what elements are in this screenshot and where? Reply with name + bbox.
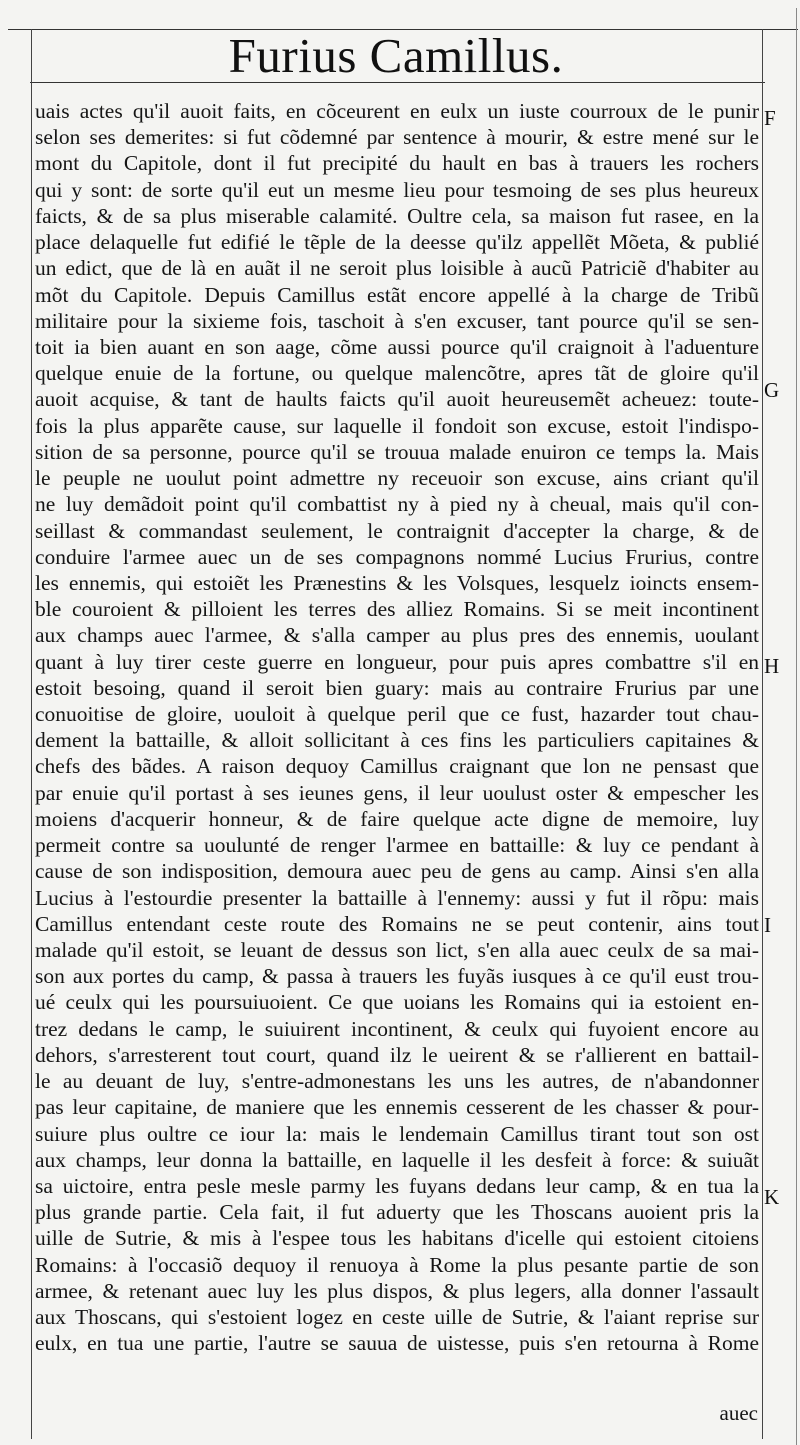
text-line: par enuie qu'il portast à ses ieunes gens, il leur uoulust oster & empescher les — [35, 780, 759, 805]
text-line: conuoitise de gloire, uouloit à quelque peril que ce fust, hazarder tout chau- — [35, 702, 759, 727]
text-line: seillast & commandast seulement, le contraignit d'accepter la charge, & de — [35, 518, 759, 543]
text-line: Lucius à l'estourdie presenter la battaille à l'ennemy: aussi y fut il rõpu: mais — [35, 885, 759, 910]
text-line: eulx, en tua une partie, l'autre se sauua de uistesse, puis s'en retourna à Rome — [35, 1331, 759, 1356]
marginal-letter-h: H — [764, 654, 780, 678]
text-line: auoit acquise, & tant de haults faicts qu'il auoit heureusemẽt acheuez: toute- — [35, 387, 759, 412]
text-line: toit ia bien auant en son aage, cõme aussi pource qu'il craignoit à l'aduenture — [35, 334, 759, 359]
text-line: quant à luy tirer ceste guerre en longueur, pour puis apres combattre s'il en — [35, 649, 759, 674]
text-line: suiure plus oultre ce iour la: mais le lendemain Camillus tirant tout son ost — [35, 1121, 759, 1146]
page-edge-rule — [796, 8, 797, 1445]
text-line: militaire pour la sixieme fois, taschoit à s'en excuser, tant pource qu'il se sen- — [35, 308, 759, 333]
text-line: chefs des bãdes. A raison dequoy Camillus craignant que lon ne pensast que — [35, 754, 759, 779]
text-line: dehors, s'arresterent tout court, quand ilz le ueirent & se r'allierent en battail- — [35, 1042, 759, 1067]
page-title: Furius Camillus. — [228, 28, 564, 83]
text-line: dement la battaille, & alloit sollicitant à ces fins les particuliers capitaines & — [35, 728, 759, 753]
catchword: auec — [719, 1401, 758, 1425]
text-line: mõt du Capitole. Depuis Camillus estãt encore appellé à la charge de Tribũ — [35, 282, 759, 307]
text-line: ne luy demãdoit point qu'il combattist ny à pied ny à cheual, mais qu'il con- — [35, 492, 759, 517]
text-line: sa uictoire, entra pesle mesle parmy les fuyans dedans leur camp, & en tua la — [35, 1173, 759, 1198]
marginal-letter-g: G — [764, 378, 780, 402]
text-line: uais actes qu'il auoit faits, en cõceurent en eulx un iuste courroux de le punir — [35, 99, 759, 123]
text-line: plus grande partie. Cela fait, il fut aduerty que les Thoscans auoient pris la — [35, 1200, 759, 1225]
text-line: aux champs, leur donna la battaille, en laquelle il les desfeit à force: & suiuãt — [35, 1147, 759, 1172]
text-line: les ennemis, qui estoiẽt les Prænestins & les Volsques, lesquelz ioincts ensem- — [35, 570, 759, 595]
text-line: Camillus entendant ceste route des Romains ne se peut contenir, ains tout — [35, 911, 759, 936]
text-line: estoit besoing, quand il seroit bien guary: mais au contraire Frurius par une — [35, 675, 759, 700]
text-line: un edict, que de là en auãt il ne seroit plus loisible à aucũ Patriciẽ d'habiter au — [35, 256, 759, 281]
text-line: moiens d'acquerir honneur, & de faire quelque acte digne de memoire, luy — [35, 806, 759, 831]
text-line: place delaquelle fut edifié le tẽple de la deesse qu'ilz appellẽt Mõeta, & publié — [35, 230, 759, 255]
text-line: faicts, & de sa plus miserable calamité. Oultre cela, sa maison fut rasee, en la — [35, 203, 759, 228]
text-line: son aux portes du camp, & passa à trauers les fuyãs iusques à ce qu'il eust trou- — [35, 964, 759, 989]
left-margin-rule — [31, 29, 32, 1439]
text-body — [35, 98, 759, 1357]
text-line: trez dedans le camp, le suiuirent incontinent, & ceulx qui fuyoient encore au — [35, 1016, 759, 1041]
text-line: sition de sa personne, pource qu'il se trouua malade enuiron ce temps la. Mais — [35, 439, 759, 464]
text-line: armee, & retenant auec luy les plus dispos, & plus legers, alla donner l'assault — [35, 1278, 759, 1303]
text-line: malade qu'il estoit, se leuant de dessus son lict, s'en alla auec ceulx de sa mai- — [35, 938, 759, 962]
text-line: le peuple ne uoulut point admettre ny receuoir son excuse, ains criant qu'il — [35, 466, 759, 491]
text-line: aux Thoscans, qui s'estoient logez en ceste uille de Sutrie, & l'aiant reprise sur — [35, 1305, 759, 1330]
text-line: conduire l'armee auec un de ses compagnons nommé Lucius Frurius, contre — [35, 544, 759, 569]
text-line: Romains: à l'occasiõ dequoy il renuoya à Rome la plus pesante partie de son — [35, 1252, 759, 1277]
marginal-letter-i: I — [764, 913, 771, 937]
text-line: ble couroient & pilloient les terres des alliez Romains. Si se meit incontinent — [35, 597, 759, 622]
marginal-letter-f: F — [764, 106, 776, 130]
text-line: uille de Sutrie, & mis à l'espee tous les habitans d'icelle qui estoient citoiens — [35, 1226, 759, 1251]
text-line: ué ceulx qui les poursuiuoient. Ce que uoians les Romains qui ia estoient en- — [35, 990, 759, 1015]
marginal-letter-k: K — [764, 1185, 780, 1209]
text-line: pas leur capitaine, de maniere que les ennemis cesserent de les chasser & pour- — [35, 1095, 759, 1120]
right-margin-rule — [762, 29, 763, 1439]
text-line: fois la plus apparẽte cause, sur laquelle il fondoit son excuse, estoit l'indispo- — [35, 413, 759, 438]
text-line: selon ses demerites: si fut cõdemné par sentence à mourir, & estre mené sur le — [35, 125, 759, 150]
text-line: cause de son indisposition, demoura auec peu de gens au camp. Ainsi s'en alla — [35, 859, 759, 884]
text-line: permeit contre sa uoulunté de renger l'armee en battaille: & luy ce pendant à — [35, 833, 759, 858]
text-line: aux champs auec l'armee, & s'alla camper au plus pres des ennemis, uoulant — [35, 623, 759, 648]
text-line: qui y sont: de sorte qu'il eut un mesme lieu pour tesmoing de ses plus heureux — [35, 177, 759, 202]
text-line: le au deuant de luy, s'entre-admonestans les uns les autres, de n'abandonner — [35, 1069, 759, 1094]
text-line: mont du Capitole, dont il fut precipité du hault en bas à trauers les rochers — [35, 151, 759, 176]
text-line: quelque enuie de la fortune, ou quelque malencõtre, apres tãt de gloire qu'il — [35, 361, 759, 386]
